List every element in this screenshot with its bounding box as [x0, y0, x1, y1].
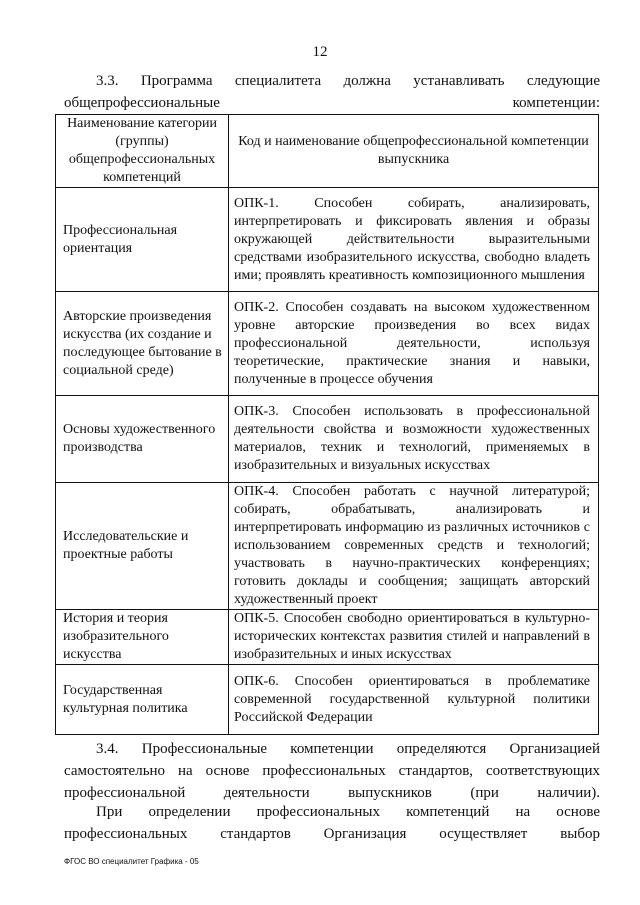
competence-cell — [229, 188, 599, 292]
header-competence: Код и наименование общепрофессиональной компетенции выпускника — [229, 115, 599, 188]
table-row — [56, 483, 599, 610]
category-cell: Государственная культурная политика — [56, 665, 229, 735]
competence-text: ОПК-2. Способен создавать на высоком художественном уровне авторские произведения во всех видах профессиональной деятельности, используя теоретические, практические знания и навыки, полученные в процессе обучения — [234, 299, 590, 387]
category-cell: Исследовательские и проектные работы — [56, 483, 229, 610]
competence-text: ОПК-5. Способен свободно ориентироваться в культурно-исторических контекстах развития стилей и направлений в изобразительных и иных искусствах — [234, 611, 590, 662]
table-row — [56, 610, 599, 665]
header-category: Наименование категории (группы) общепрофессиональных компетенций — [56, 115, 229, 188]
page-number: 12 — [312, 44, 328, 60]
category-cell: Основы художественного производства — [56, 396, 229, 483]
category-cell: Профессиональная ориентация — [56, 188, 229, 292]
competence-cell — [229, 610, 599, 665]
competence-text: ОПК-3. Способен использовать в профессиональной деятельности свойства и возможности художественных материалов, техник и технологий, применяемых в изобразительных и визуальных искусствах — [234, 404, 590, 473]
table-row — [56, 396, 599, 483]
competencies-table — [55, 114, 599, 735]
competence-text: ОПК-4. Способен работать с научной литературой; собирать, обрабатывать, анализировать и интерпретировать информацию из различных источников с использованием современных средств и технологий; участвовать в научно-практических конференциях; готовить доклады и сообщения; защищать авторский художественный проект — [234, 484, 590, 607]
competence-cell — [229, 396, 599, 483]
table-row — [56, 188, 599, 292]
category-cell: История и теория изобразительного искусства — [56, 610, 229, 665]
table-row — [56, 292, 599, 396]
competence-cell — [229, 665, 599, 735]
competence-cell — [229, 292, 599, 396]
document-footer: ФГОС ВО специалитет Графика - 05 — [64, 857, 199, 866]
section-3-3-paragraph: 3.3. Программа специалитета должна устанавливать следующие общепрофессиональные компетенции: — [64, 73, 600, 111]
section-3-5-paragraph: При определении профессиональных компетенций на основе профессиональных стандартов Организация осуществляет выбор — [64, 804, 600, 842]
table-row — [56, 665, 599, 735]
section-3-4-paragraph: 3.4. Профессиональные компетенции определяются Организацией самостоятельно на основе профессиональных стандартов, соответствующих профессиональной деятельности выпускников (при наличии). — [64, 741, 600, 801]
table-header-row — [56, 115, 599, 188]
competence-text: ОПК-6. Способен ориентироваться в проблематике современной государственной культурной политики Российской Федерации — [234, 673, 590, 725]
competence-cell — [229, 483, 599, 610]
competence-text: ОПК-1. Способен собирать, анализировать, интерпретировать и фиксировать явления и образы окружающей действительности выразительными средствами изобразительного искусства, свободно владеть ими; проявлять креативность композиционного мышления — [234, 195, 590, 283]
category-cell: Авторские произведения искусства (их создание и последующее бытование в социальной среде) — [56, 292, 229, 396]
